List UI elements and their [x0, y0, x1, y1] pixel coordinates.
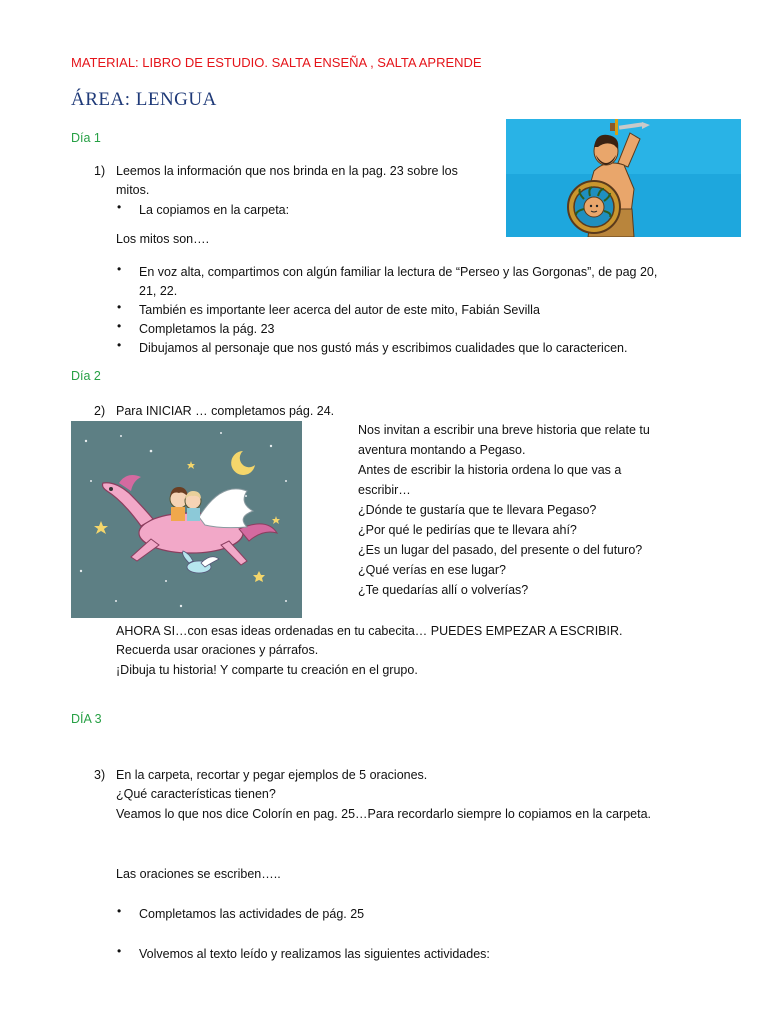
bullet-icon: •: [117, 200, 122, 214]
dia1-bullet-3: Completamos la pág. 23: [139, 322, 275, 336]
dia2-right-line-4: escribir…: [358, 483, 411, 497]
item1-line2: mitos.: [116, 183, 150, 197]
dia2-right-line-1: Nos invitan a escribir una breve historia que relate tu: [358, 423, 650, 437]
dia1-bullet-4: Dibujamos al personaje que nos gustó más y escribimos cualidades que lo caractericen.: [139, 341, 628, 355]
sub-item: La copiamos en la carpeta:: [139, 203, 290, 217]
dia2-right-line-3: Antes de escribir la historia ordena lo que vas a: [358, 463, 622, 477]
bullet-icon: •: [117, 944, 122, 958]
bullet-icon: •: [117, 300, 122, 314]
dia3-bullet-2: Volvemos al texto leído y realizamos las siguientes actividades:: [139, 947, 490, 961]
dia1-bullet-1-cont: 21, 22.: [139, 284, 178, 298]
oraciones-text: Las oraciones se escriben…..: [116, 867, 281, 881]
area-heading: ÁREA: LENGUA: [71, 89, 217, 110]
ahora-line-1: AHORA SI…con esas ideas ordenadas en tu cabecita… PUEDES EMPEZAR A ESCRIBIR.: [116, 624, 623, 638]
dia2-right-line-5: ¿Dónde te gustaría que te llevara Pegaso?: [358, 503, 597, 517]
dia2-right-line-2: aventura montando a Pegaso.: [358, 443, 526, 457]
dia2-right-line-6: ¿Por qué le pedirías que te llevara ahí?: [358, 523, 577, 537]
item2-text: Para INICIAR … completamos pág. 24.: [116, 404, 335, 418]
item3-line-3: Veamos lo que nos dice Colorín en pag. 25…Para recordarlo siempre lo copiamos en la carpeta.: [116, 807, 652, 821]
perseus-illustration: [506, 119, 741, 237]
ahora-line-3: ¡Dibuja tu historia! Y comparte tu creación en el grupo.: [116, 663, 418, 677]
bullet-icon: •: [117, 262, 122, 276]
item3-line-2: ¿Qué características tienen?: [116, 787, 276, 801]
material-heading: MATERIAL: LIBRO DE ESTUDIO. SALTA ENSEÑA , SALTA APRENDE: [71, 55, 482, 70]
pegasus-illustration: [71, 421, 302, 618]
ahora-line-2: Recuerda usar oraciones y párrafos.: [116, 643, 319, 657]
dia3-title: DÍA 3: [71, 712, 102, 726]
dia1-bullet-2: También es importante leer acerca del autor de este mito, Fabián Sevilla: [139, 303, 540, 317]
dia2-right-line-8: ¿Qué verías en ese lugar?: [358, 563, 506, 577]
bullet-icon: •: [117, 904, 122, 918]
dia2-title: Día 2: [71, 369, 101, 383]
item3-line-1: En la carpeta, recortar y pegar ejemplos de 5 oraciones.: [116, 768, 428, 782]
bullet-icon: •: [117, 338, 122, 352]
item1-line1: Leemos la información que nos brinda en la pag. 23 sobre los: [116, 164, 458, 178]
item1-number: 1): [94, 164, 106, 178]
dia2-right-line-9: ¿Te quedarías allí o volverías?: [358, 583, 529, 597]
dia1-bullet-1: En voz alta, compartimos con algún familiar la lectura de “Perseo y las Gorgonas”, de pag 20,: [139, 265, 658, 279]
dia1-title: Día 1: [71, 131, 101, 145]
dia2-right-line-7: ¿Es un lugar del pasado, del presente o del futuro?: [358, 543, 643, 557]
item3-number: 3): [94, 768, 106, 782]
mitos-son-text: Los mitos son….: [116, 232, 210, 246]
dia3-bullet-1: Completamos las actividades de pág. 25: [139, 907, 365, 921]
bullet-icon: •: [117, 319, 122, 333]
item2-number: 2): [94, 404, 106, 418]
